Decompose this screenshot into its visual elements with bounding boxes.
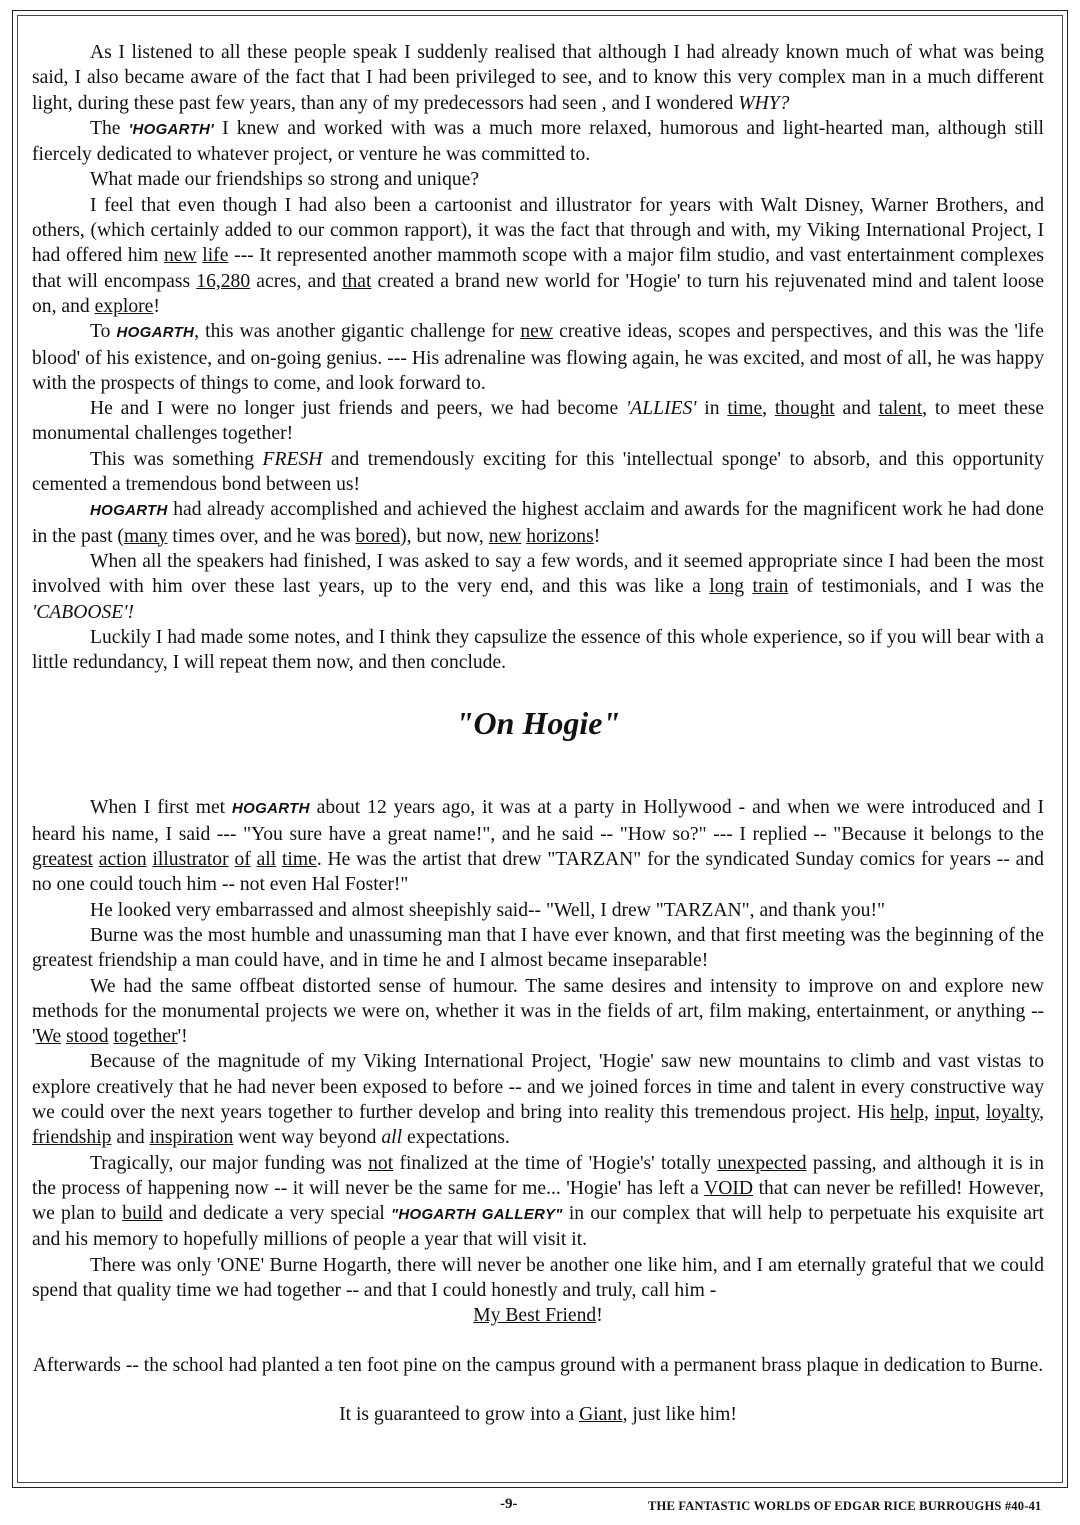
paragraph: To HOGARTH, this was another gigantic challenge for new creative ideas, scopes and perspectives, and this was the 'life blood' of his existence, and on-going genius. --- His adrenaline was flowing again, he was excited, and most of all, he was happy with the prospects of things to come, and look forward to. [32,321,1044,394]
paragraph: HOGARTH had already accomplished and achieved the highest acclaim and awards for the magnificent work he had done in the past (many times over, and he was bored), but now, new horizons! [32,499,1044,547]
publication-title: THE FANTASTIC WORLDS OF EDGAR RICE BURROUGHS #40-41 [648,1499,1042,1513]
paragraph: What made our friendships so strong and unique? [90,169,480,191]
final-line: It is guaranteed to grow into a Giant, just like him! [339,1403,737,1425]
paragraph: I feel that even though I had also been a cartoonist and illustrator for years with Walt Disney, Warner Brothers, and others, (which certainly added to our common rapport), it was the fact that through and with, my Viking International Project, I had offered him new life --- It represented another mammoth scope with a major film studio, and vast entertainment complexes that will encompass 16,280 acres, and that created a brand new world for 'Hogie' to turn his rejuvenated mind and talent loose on, and explore! [32,194,1045,317]
paragraph: Burne was the most humble and unassuming man that I have ever known, and that first meeting was the beginning of the greatest friendship a man could have, and in time he and I almost became inseparable! [32,924,1044,972]
afterword: Afterwards -- the school had planted a ten foot pine on the campus ground with a permanent brass plaque in dedication to Burne. [32,1354,1044,1376]
paragraph: The 'HOGARTH' I knew and worked with was a much more relaxed, humorous and light-hearted man, although still fiercely dedicated to whatever project, or venture he was committed to. [32,117,1044,166]
paragraph: Tragically, our major funding was not finalized at the time of 'Hogie's' totally unexpected passing, and although it is in the process of happening now -- it will never be the same for me... 'Hogie' has left a VOID that can never be refilled! However, we plan to build and dedicate a very special "HOGARTH GALLERY" in our complex that will help to perpetuate his exquisite art and his memory to hopefully millions of people a year that will visit it. [32,1152,1044,1251]
paragraph: When all the speakers had finished, I was asked to say a few words, and it seemed appropriate since I had been the most involved with him over these last years, up to the very end, and this was like a long train of testimonials, and I was the 'CABOOSE'! [32,550,1044,623]
page-number: -9- [500,1496,518,1512]
paragraph: There was only 'ONE' Burne Hogarth, there will never be another one like him, and I am eternally grateful that we could spend that quality time we had together -- and that I could honestly and truly, call him - [32,1254,1044,1302]
hogarth-gallery-logotype: "HOGARTH GALLERY" [391,1206,563,1224]
closing-line: My Best Friend! [473,1305,603,1327]
paragraph: Because of the magnitude of my Viking International Project, 'Hogie' saw new mountains to climb and vast vistas to explore creatively that he had never been exposed to before -- and we joined forces in time and talent in every constructive way we could over the next years together to further develop and bring into reality this tremendous project. His help, input, loyalty, friendship and inspiration went way beyond all expectations. [32,1051,1045,1149]
paragraph: When I first met HOGARTH about 12 years ago, it was at a party in Hollywood - and when we were introduced and I heard his name, I said --- "You sure have a great name!", and he said -- "How so?" --- I replied -- "Because it belongs to the greatest action illustrator of all time. He was the artist that drew "TARZAN" for the syndicated Sunday comics for years -- and no one could touch him -- not even Hal Foster!" [32,797,1044,896]
paragraph: We had the same offbeat distorted sense of humour. The same desires and intensity to improve on and explore new methods for the monumental projects we were on, whether it was in the fields of art, film making, entertainment, or anything -- 'We stood together'! [32,975,1044,1048]
section-heading: "On Hogie" [455,705,621,742]
paragraph: He and I were no longer just friends and peers, we had become 'ALLIES' in time, thought and talent, to meet these monumental challenges together! [32,398,1045,445]
article-body [32,40,1044,1427]
paragraph: He looked very embarrassed and almost sheepishly said-- "Well, I drew "TARZAN", and thank you!" [90,899,885,921]
hogarth-logotype: 'HOGARTH' [128,120,214,138]
paragraph: As I listened to all these people speak I suddenly realised that although I had already known much of what was being said, I also became aware of the fact that I had been privileged to see, and to know this very complex man in a much different light, during these past few years, than any of my predecessors had seen , and I wondered WHY? [32,42,1044,114]
paragraph: Luckily I had made some notes, and I think they capsulize the essence of this whole experience, so if you will bear with a little redundancy, I will repeat them now, and then conclude. [32,626,1044,674]
hogarth-logotype: HOGARTH [90,502,168,520]
hogarth-logotype: HOGARTH [116,324,195,342]
hogarth-logotype: HOGARTH [232,800,310,818]
paragraph: This was something FRESH and tremendously exciting for this 'intellectual sponge' to absorb, and this opportunity cemented a tremendous bond between us! [32,448,1045,496]
